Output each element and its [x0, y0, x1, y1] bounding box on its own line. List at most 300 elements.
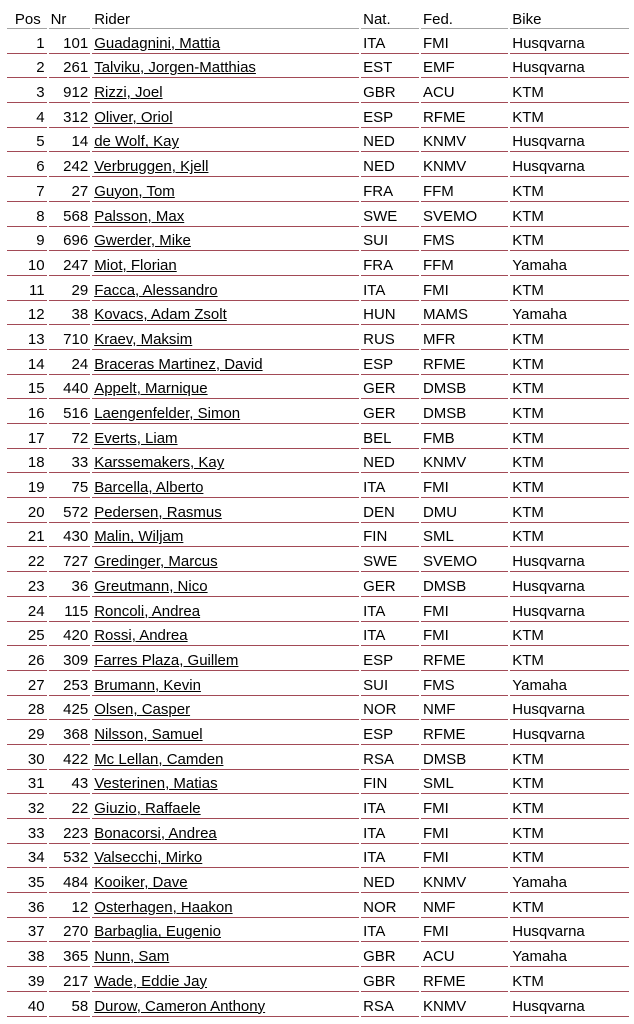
cell-rider: [92, 625, 359, 647]
cell-rider: [92, 847, 359, 869]
header-fed: Fed.: [421, 7, 508, 29]
cell-nat: ITA: [361, 797, 419, 819]
cell-nat: GBR: [361, 970, 419, 992]
cell-nat: SWE: [361, 205, 419, 227]
cell-nat: RSA: [361, 995, 419, 1017]
cell-pos: 24: [7, 600, 47, 622]
cell-bike: KTM: [510, 378, 629, 400]
table-row: [7, 32, 629, 54]
rider-link[interactable]: Miot, Florian: [94, 256, 177, 274]
rider-link[interactable]: Mc Lellan, Camden: [94, 750, 224, 768]
cell-fed: RFME: [421, 970, 508, 992]
cell-fed: EMF: [421, 57, 508, 79]
cell-nr: 24: [49, 353, 91, 375]
cell-bike: KTM: [510, 896, 629, 918]
table-row: [7, 378, 629, 400]
cell-fed: KNMV: [421, 452, 508, 474]
rider-link[interactable]: Rizzi, Joel: [94, 84, 163, 102]
table-row: [7, 649, 629, 671]
cell-rider: [92, 797, 359, 819]
rider-link[interactable]: Verbruggen, Kjell: [94, 158, 209, 176]
cell-nat: NOR: [361, 896, 419, 918]
table-row: [7, 699, 629, 721]
table-row: [7, 526, 629, 548]
cell-fed: FMI: [421, 32, 508, 54]
cell-nat: ITA: [361, 822, 419, 844]
cell-nr: 75: [49, 476, 91, 498]
cell-nat: HUN: [361, 304, 419, 326]
table-row: [7, 427, 629, 449]
rider-link[interactable]: Braceras Martinez, David: [94, 355, 263, 373]
table-row: [7, 402, 629, 424]
cell-rider: [92, 995, 359, 1017]
table-row: [7, 896, 629, 918]
cell-pos: 2: [7, 57, 47, 79]
rider-link[interactable]: Oliver, Oriol: [94, 108, 173, 126]
table-row: [7, 871, 629, 893]
table-row: [7, 847, 629, 869]
cell-bike: Yamaha: [510, 254, 629, 276]
cell-bike: KTM: [510, 797, 629, 819]
rider-link[interactable]: Pedersen, Rasmus: [94, 503, 222, 521]
cell-bike: KTM: [510, 230, 629, 252]
results-table: [5, 4, 631, 1020]
table-row: [7, 452, 629, 474]
cell-rider: [92, 526, 359, 548]
table-row: [7, 57, 629, 79]
rider-link[interactable]: de Wolf, Kay: [94, 133, 179, 151]
cell-nr: 710: [49, 328, 91, 350]
rider-link[interactable]: Vesterinen, Matias: [94, 775, 218, 793]
rider-link[interactable]: Nunn, Sam: [94, 948, 170, 966]
cell-nat: FRA: [361, 180, 419, 202]
cell-fed: FMI: [421, 476, 508, 498]
cell-pos: 16: [7, 402, 47, 424]
cell-bike: Husqvarna: [510, 155, 629, 177]
cell-nat: GER: [361, 575, 419, 597]
cell-fed: SML: [421, 773, 508, 795]
cell-rider: [92, 131, 359, 153]
cell-rider: [92, 230, 359, 252]
cell-nr: 29: [49, 279, 91, 301]
cell-rider: [92, 378, 359, 400]
cell-bike: KTM: [510, 748, 629, 770]
cell-rider: [92, 748, 359, 770]
table-row: [7, 995, 629, 1017]
cell-rider: [92, 328, 359, 350]
rider-link[interactable]: Talviku, Jorgen-Matthias: [94, 59, 256, 77]
cell-bike: KTM: [510, 279, 629, 301]
cell-rider: [92, 501, 359, 523]
table-row: [7, 328, 629, 350]
header-bike: Bike: [510, 7, 629, 29]
rider-link[interactable]: Rossi, Andrea: [94, 627, 188, 645]
cell-pos: 36: [7, 896, 47, 918]
cell-bike: Husqvarna: [510, 131, 629, 153]
cell-fed: FFM: [421, 254, 508, 276]
cell-pos: 39: [7, 970, 47, 992]
cell-bike: KTM: [510, 501, 629, 523]
header-rider: Rider: [92, 7, 359, 29]
cell-bike: Husqvarna: [510, 995, 629, 1017]
cell-pos: 7: [7, 180, 47, 202]
rider-link[interactable]: Farres Plaza, Guillem: [94, 651, 239, 669]
cell-fed: DMU: [421, 501, 508, 523]
header-pos: Pos: [7, 7, 47, 29]
cell-rider: [92, 921, 359, 943]
cell-fed: DMSB: [421, 402, 508, 424]
table-row: [7, 674, 629, 696]
rider-link[interactable]: Roncoli, Andrea: [94, 602, 201, 620]
rider-link[interactable]: Appelt, Marnique: [94, 380, 208, 398]
cell-nr: 568: [49, 205, 91, 227]
cell-nat: ITA: [361, 921, 419, 943]
cell-nat: NED: [361, 131, 419, 153]
cell-nat: FIN: [361, 526, 419, 548]
rider-link[interactable]: Laengenfelder, Simon: [94, 405, 241, 422]
rider-link[interactable]: Gwerder, Mike: [94, 232, 191, 250]
cell-pos: 8: [7, 205, 47, 227]
cell-nr: 425: [49, 699, 91, 721]
rider-link[interactable]: Barbaglia, Eugenio: [94, 923, 221, 941]
cell-nat: DEN: [361, 501, 419, 523]
cell-nat: ESP: [361, 106, 419, 128]
rider-link[interactable]: Malin, Wiljam: [94, 528, 184, 546]
cell-nat: FRA: [361, 254, 419, 276]
cell-rider: [92, 254, 359, 276]
cell-rider: [92, 550, 359, 572]
rider-link[interactable]: Kooiker, Dave: [94, 874, 188, 892]
cell-bike: Husqvarna: [510, 57, 629, 79]
cell-fed: KNMV: [421, 155, 508, 177]
cell-nat: ESP: [361, 649, 419, 671]
cell-bike: KTM: [510, 625, 629, 647]
table-row: [7, 131, 629, 153]
cell-fed: SVEMO: [421, 550, 508, 572]
table-row: [7, 254, 629, 276]
cell-nr: 484: [49, 871, 91, 893]
cell-nr: 22: [49, 797, 91, 819]
table-row: [7, 106, 629, 128]
cell-nat: GER: [361, 402, 419, 424]
cell-nr: 422: [49, 748, 91, 770]
cell-rider: [92, 402, 359, 424]
cell-fed: RFME: [421, 106, 508, 128]
rider-link[interactable]: Brumann, Kevin: [94, 676, 201, 694]
cell-nat: SWE: [361, 550, 419, 572]
cell-bike: KTM: [510, 526, 629, 548]
table-row: [7, 353, 629, 375]
cell-pos: 25: [7, 625, 47, 647]
cell-nat: ITA: [361, 279, 419, 301]
rider-link[interactable]: Valsecchi, Mirko: [94, 849, 203, 867]
rider-link[interactable]: Nilsson, Samuel: [94, 725, 203, 743]
cell-nr: 365: [49, 945, 91, 967]
cell-pos: 19: [7, 476, 47, 498]
cell-bike: Husqvarna: [510, 32, 629, 54]
cell-pos: 13: [7, 328, 47, 350]
cell-nr: 242: [49, 155, 91, 177]
cell-fed: DMSB: [421, 575, 508, 597]
cell-fed: FMI: [421, 279, 508, 301]
header-nr: Nr: [49, 7, 91, 29]
rider-link[interactable]: Osterhagen, Haakon: [94, 898, 233, 916]
cell-fed: FMS: [421, 230, 508, 252]
cell-pos: 20: [7, 501, 47, 523]
cell-pos: 17: [7, 427, 47, 449]
table-row: [7, 476, 629, 498]
cell-pos: 23: [7, 575, 47, 597]
rider-link[interactable]: Greutmann, Nico: [94, 577, 208, 595]
cell-pos: 14: [7, 353, 47, 375]
table-row: [7, 501, 629, 523]
cell-pos: 15: [7, 378, 47, 400]
cell-nat: GBR: [361, 945, 419, 967]
cell-pos: 32: [7, 797, 47, 819]
cell-nr: 217: [49, 970, 91, 992]
cell-nr: 516: [49, 402, 91, 424]
rider-link[interactable]: Giuzio, Raffaele: [94, 800, 201, 817]
table-row: [7, 723, 629, 745]
cell-bike: Husqvarna: [510, 600, 629, 622]
cell-nat: EST: [361, 57, 419, 79]
cell-rider: [92, 476, 359, 498]
cell-bike: KTM: [510, 180, 629, 202]
cell-pos: 1: [7, 32, 47, 54]
rider-link[interactable]: Facca, Alessandro: [94, 281, 218, 299]
cell-fed: KNMV: [421, 995, 508, 1017]
cell-rider: [92, 180, 359, 202]
cell-nat: ITA: [361, 476, 419, 498]
table-row: [7, 180, 629, 202]
cell-nr: 101: [49, 32, 91, 54]
cell-pos: 3: [7, 81, 47, 103]
cell-pos: 38: [7, 945, 47, 967]
cell-nr: 115: [49, 600, 91, 622]
cell-nr: 312: [49, 106, 91, 128]
cell-rider: [92, 57, 359, 79]
cell-bike: KTM: [510, 452, 629, 474]
rider-link[interactable]: Barcella, Alberto: [94, 479, 204, 497]
cell-pos: 12: [7, 304, 47, 326]
cell-rider: [92, 970, 359, 992]
cell-bike: KTM: [510, 427, 629, 449]
cell-nat: SUI: [361, 674, 419, 696]
cell-nr: 12: [49, 896, 91, 918]
cell-nr: 14: [49, 131, 91, 153]
cell-fed: MFR: [421, 328, 508, 350]
cell-bike: KTM: [510, 847, 629, 869]
cell-rider: [92, 32, 359, 54]
cell-fed: FMI: [421, 797, 508, 819]
cell-fed: RFME: [421, 649, 508, 671]
cell-bike: KTM: [510, 970, 629, 992]
cell-fed: SML: [421, 526, 508, 548]
cell-fed: FFM: [421, 180, 508, 202]
cell-nat: RUS: [361, 328, 419, 350]
cell-bike: Yamaha: [510, 871, 629, 893]
rider-link[interactable]: Kraev, Maksim: [94, 330, 193, 348]
rider-link[interactable]: Kovacs, Adam Zsolt: [94, 306, 227, 324]
cell-pos: 22: [7, 550, 47, 572]
cell-nr: 912: [49, 81, 91, 103]
rider-link[interactable]: Wade, Eddie Jay: [94, 972, 208, 990]
cell-rider: [92, 699, 359, 721]
cell-nr: 696: [49, 230, 91, 252]
table-row: [7, 230, 629, 252]
cell-rider: [92, 896, 359, 918]
cell-nr: 223: [49, 822, 91, 844]
cell-rider: [92, 822, 359, 844]
cell-nr: 72: [49, 427, 91, 449]
cell-pos: 29: [7, 723, 47, 745]
cell-pos: 40: [7, 995, 47, 1017]
cell-nat: ITA: [361, 625, 419, 647]
cell-rider: [92, 106, 359, 128]
cell-fed: NMF: [421, 896, 508, 918]
cell-rider: [92, 575, 359, 597]
cell-nat: ESP: [361, 723, 419, 745]
cell-nat: SUI: [361, 230, 419, 252]
cell-nr: 572: [49, 501, 91, 523]
cell-nat: RSA: [361, 748, 419, 770]
cell-nr: 33: [49, 452, 91, 474]
results-body: [7, 32, 629, 1017]
cell-nat: FIN: [361, 773, 419, 795]
cell-nr: 43: [49, 773, 91, 795]
cell-pos: 5: [7, 131, 47, 153]
cell-pos: 21: [7, 526, 47, 548]
cell-fed: KNMV: [421, 871, 508, 893]
cell-fed: RFME: [421, 723, 508, 745]
cell-bike: KTM: [510, 476, 629, 498]
table-row: [7, 575, 629, 597]
cell-nat: NED: [361, 155, 419, 177]
cell-rider: [92, 279, 359, 301]
cell-fed: FMS: [421, 674, 508, 696]
cell-nr: 270: [49, 921, 91, 943]
cell-rider: [92, 600, 359, 622]
cell-nr: 27: [49, 180, 91, 202]
cell-bike: KTM: [510, 822, 629, 844]
table-row: [7, 921, 629, 943]
table-row: [7, 748, 629, 770]
cell-fed: MAMS: [421, 304, 508, 326]
table-row: [7, 797, 629, 819]
header-row: [7, 7, 629, 29]
cell-nat: ITA: [361, 847, 419, 869]
cell-fed: FMI: [421, 847, 508, 869]
rider-link[interactable]: Bonacorsi, Andrea: [94, 824, 217, 842]
cell-bike: Husqvarna: [510, 921, 629, 943]
rider-link[interactable]: Gredinger, Marcus: [94, 553, 218, 571]
cell-nr: 247: [49, 254, 91, 276]
cell-fed: FMI: [421, 822, 508, 844]
cell-nat: GBR: [361, 81, 419, 103]
rider-link[interactable]: Olsen, Casper: [94, 701, 191, 719]
cell-nr: 253: [49, 674, 91, 696]
rider-link[interactable]: Durow, Cameron Anthony: [94, 997, 266, 1015]
cell-fed: DMSB: [421, 748, 508, 770]
cell-nat: NED: [361, 452, 419, 474]
cell-bike: KTM: [510, 773, 629, 795]
table-row: [7, 970, 629, 992]
cell-rider: [92, 155, 359, 177]
cell-pos: 37: [7, 921, 47, 943]
cell-nr: 440: [49, 378, 91, 400]
cell-bike: KTM: [510, 205, 629, 227]
rider-link[interactable]: Everts, Liam: [94, 429, 178, 447]
cell-nr: 261: [49, 57, 91, 79]
cell-rider: [92, 452, 359, 474]
cell-fed: SVEMO: [421, 205, 508, 227]
cell-pos: 31: [7, 773, 47, 795]
cell-fed: FMI: [421, 625, 508, 647]
cell-nat: BEL: [361, 427, 419, 449]
cell-pos: 11: [7, 279, 47, 301]
table-row: [7, 822, 629, 844]
cell-fed: RFME: [421, 353, 508, 375]
cell-nr: 309: [49, 649, 91, 671]
cell-nr: 420: [49, 625, 91, 647]
cell-rider: [92, 353, 359, 375]
cell-rider: [92, 649, 359, 671]
cell-pos: 34: [7, 847, 47, 869]
cell-rider: [92, 723, 359, 745]
cell-pos: 9: [7, 230, 47, 252]
cell-rider: [92, 674, 359, 696]
table-row: [7, 600, 629, 622]
rider-link[interactable]: Guyon, Tom: [94, 182, 175, 200]
cell-nr: 532: [49, 847, 91, 869]
cell-rider: [92, 945, 359, 967]
table-row: [7, 304, 629, 326]
rider-link[interactable]: Karssemakers, Kay: [94, 454, 225, 472]
cell-bike: KTM: [510, 328, 629, 350]
cell-fed: FMI: [421, 600, 508, 622]
table-row: [7, 81, 629, 103]
cell-pos: 10: [7, 254, 47, 276]
cell-nr: 727: [49, 550, 91, 572]
table-row: [7, 279, 629, 301]
cell-nr: 38: [49, 304, 91, 326]
cell-fed: FMB: [421, 427, 508, 449]
table-row: [7, 625, 629, 647]
cell-bike: KTM: [510, 353, 629, 375]
cell-nat: ITA: [361, 32, 419, 54]
cell-rider: [92, 304, 359, 326]
cell-fed: DMSB: [421, 378, 508, 400]
cell-pos: 30: [7, 748, 47, 770]
cell-bike: KTM: [510, 649, 629, 671]
cell-pos: 6: [7, 155, 47, 177]
cell-nat: NOR: [361, 699, 419, 721]
rider-link[interactable]: Palsson, Max: [94, 207, 185, 225]
cell-bike: Husqvarna: [510, 723, 629, 745]
cell-bike: KTM: [510, 81, 629, 103]
cell-bike: Husqvarna: [510, 550, 629, 572]
cell-pos: 33: [7, 822, 47, 844]
cell-pos: 4: [7, 106, 47, 128]
table-row: [7, 205, 629, 227]
cell-rider: [92, 427, 359, 449]
cell-bike: Husqvarna: [510, 699, 629, 721]
rider-link[interactable]: Guadagnini, Mattia: [94, 34, 221, 52]
cell-fed: FMI: [421, 921, 508, 943]
cell-bike: Husqvarna: [510, 575, 629, 597]
cell-bike: Yamaha: [510, 674, 629, 696]
cell-bike: Yamaha: [510, 945, 629, 967]
